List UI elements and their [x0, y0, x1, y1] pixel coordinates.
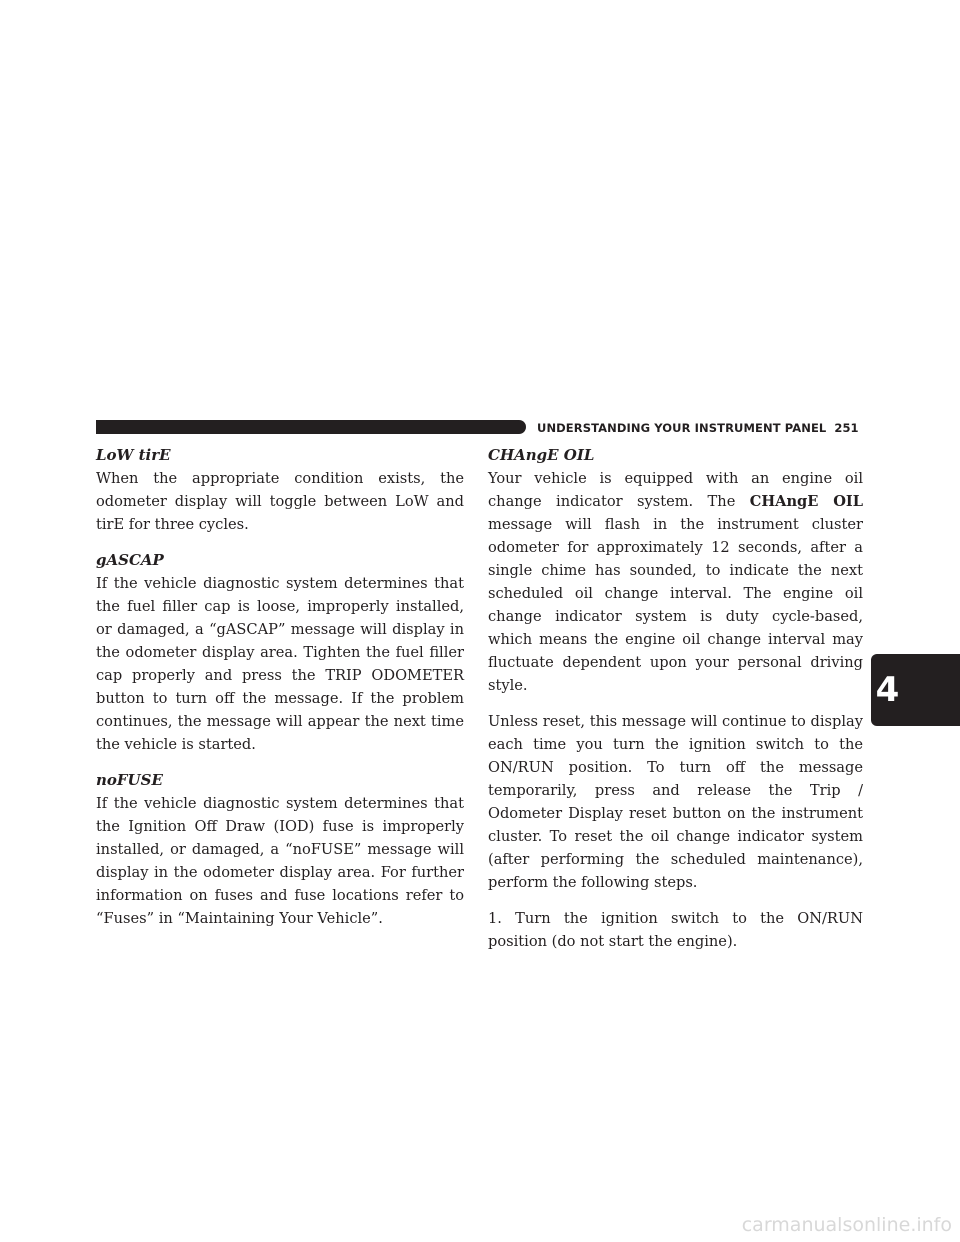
- paragraph-text: message will flash in the instrument cluster odometer for approximately 12 seconds, after a single chime has sounded, to indicate the next scheduled oil change interval. The engine oil change indicator system is duty cycle-based, which means the engine oil change interval may fluctuate dependent upon your personal driving style.: [488, 516, 863, 694]
- section-nofuse: [96, 769, 464, 930]
- step-paragraph: 1. Turn the ignition switch to the ON/RUN position (do not start the engine).: [488, 910, 863, 950]
- section-heading: LoW tirE: [96, 446, 171, 464]
- header-rule: [96, 420, 526, 434]
- section-paragraph: [488, 467, 863, 697]
- section-paragraph: If the vehicle diagnostic system determines that the Ignition Off Draw (IOD) fuse is improperly installed, or damaged, a “noFUSE” message will display in the odometer display area. For further information on fuses and fuse locations refer to “Fuses” in “Maintaining Your Vehicle”.: [96, 795, 464, 927]
- section-heading: gASCAP: [96, 551, 164, 569]
- section-low-tire: [96, 444, 464, 536]
- section-gascap: [96, 549, 464, 756]
- section-paragraph: Unless reset, this message will continue to display each time you turn the ignition switch to the ON/RUN position. To turn off the message temporarily, press and release the Trip / Odometer Display reset button on the instrument cluster. To reset the oil change indicator system (after performing the scheduled maintenance), perform the following steps.: [488, 713, 863, 891]
- page-number: 251: [834, 421, 859, 435]
- right-column: [488, 444, 863, 966]
- chapter-tab: 4: [871, 654, 960, 726]
- running-title: UNDERSTANDING YOUR INSTRUMENT PANEL: [537, 421, 827, 435]
- section-heading: noFUSE: [96, 771, 163, 789]
- section-heading: CHAngE OIL: [488, 446, 595, 464]
- section-paragraph: If the vehicle diagnostic system determines that the fuel filler cap is loose, improperly installed, or damaged, a “gASCAP” message will display in the odometer display area. Tighten the fuel filler cap properly and press the TRIP ODOMETER button to turn off the message. If the problem continues, the message will appear the next time the vehicle is started.: [96, 575, 464, 753]
- running-header: [537, 420, 859, 436]
- section-paragraph: When the appropriate condition exists, the odometer display will toggle between LoW and tirE for three cycles.: [96, 470, 464, 533]
- left-column: [96, 444, 464, 943]
- watermark: carmanualsonline.info: [741, 1214, 952, 1236]
- message-name-bold: CHAngE OIL: [749, 493, 864, 510]
- paragraph-text: Your vehicle is equipped with an engine oil change indicator system. The: [488, 470, 863, 510]
